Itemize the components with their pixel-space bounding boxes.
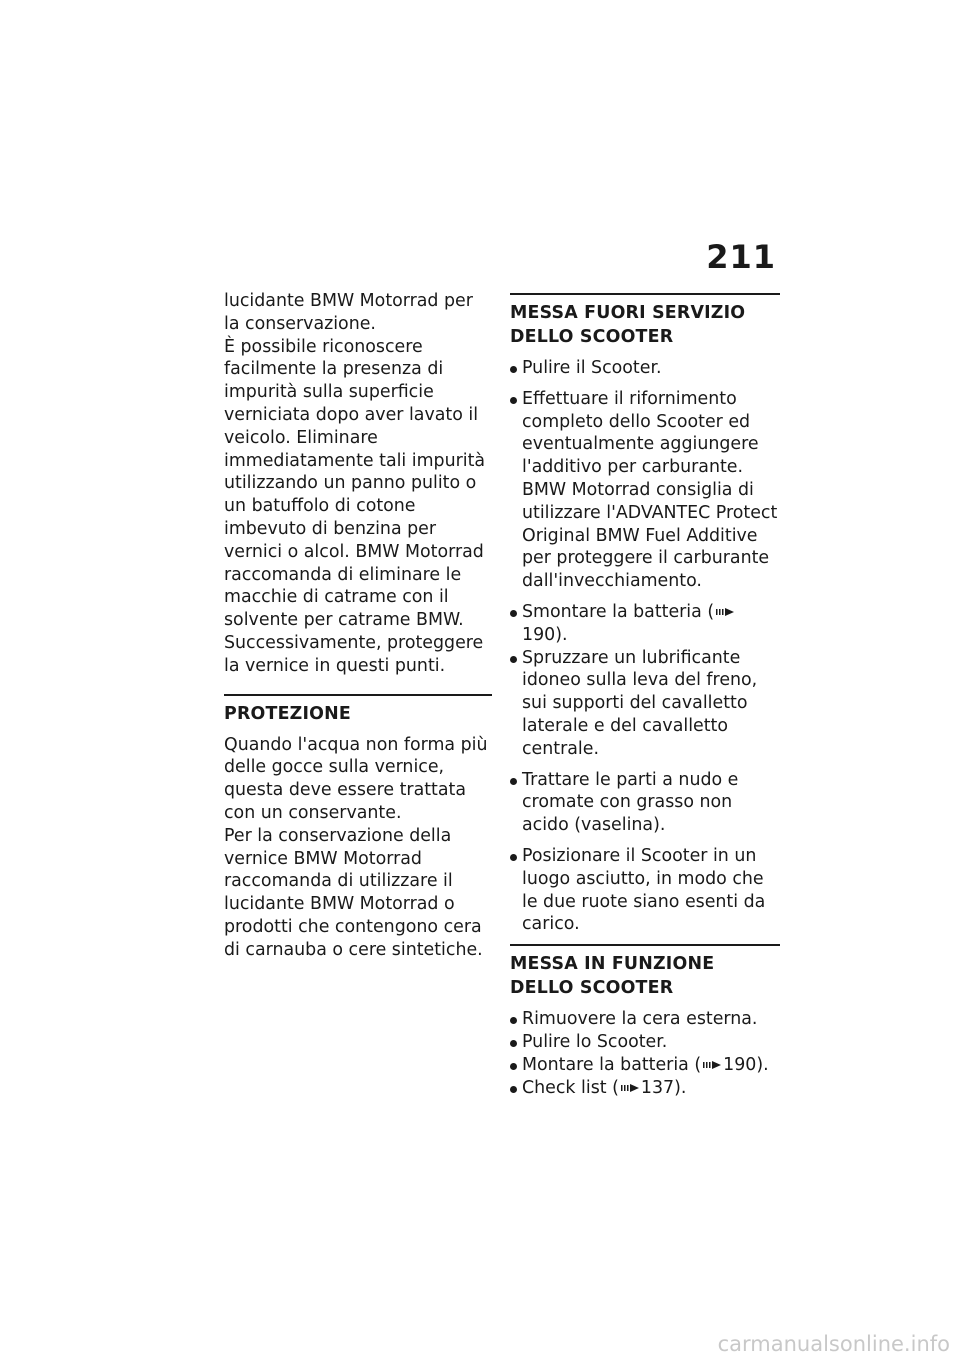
section-title-messa-in-funzione: MESSA IN FUNZIONE DELLO SCOOTER	[510, 954, 715, 999]
list-item: Pulire lo Scooter.	[510, 1031, 780, 1054]
list-item: Pulire il Scooter.	[510, 357, 780, 380]
list-item-text: Smontare la batteria (	[522, 601, 715, 622]
list-item: Spruzzare un lubrificante idoneo sulla leva del freno, sui supporti del cavalletto laterale e del cavalletto centrale.	[510, 647, 780, 761]
protezione-paragraph-2: Per la conservazione della vernice BMW Motorrad raccomanda di utilizzare il lucidante BMW Motorrad o prodotti che contengono cera di carnauba o cere sintetiche.	[224, 825, 483, 960]
page-reference[interactable]: 190	[723, 1054, 757, 1075]
list-item: Rimuovere la cera esterna.	[510, 1008, 780, 1031]
list-item-text: Check list (	[522, 1077, 619, 1098]
intro-paragraph-2: È possibile riconoscere facilmente la presenza di impurità sulla superficie verniciata dopo aver lavato il veicolo. Eliminare immediatamente tali impurità utilizzando un panno pulito o un batuffolo di cotone imbevuto di benzina per vernici o alcol. BMW Motorrad raccomanda di eliminare le macchie di catrame con il solvente per catrame BMW. Successivamente, proteggere la vernice in questi punti.	[224, 336, 486, 676]
left-column	[224, 290, 492, 962]
list-item	[510, 601, 780, 647]
list-item-suffix: ).	[674, 1077, 687, 1098]
list-item-suffix: ).	[555, 624, 568, 645]
page-reference[interactable]: 190	[522, 624, 556, 645]
list-item-text: Montare la batteria (	[522, 1054, 702, 1075]
list-item: Trattare le parti a nudo e cromate con grasso non acido (vaselina).	[510, 769, 780, 837]
section-title-messa-fuori-servizio: MESSA FUORI SERVIZIO DELLO SCOOTER	[510, 303, 746, 347]
right-column	[510, 293, 780, 1099]
watermark: carmanualsonline.info	[717, 1332, 950, 1356]
page-number: 211	[706, 238, 776, 276]
messa-in-funzione-section	[510, 944, 780, 1099]
intro-paragraph-1: lucidante BMW Motorrad per la conservazione.	[224, 291, 473, 334]
list-item	[510, 1077, 780, 1100]
page-reference[interactable]: 137	[640, 1077, 675, 1098]
list-item: Posizionare il Scooter in un luogo asciutto, in modo che le due ruote siano esenti da carico.	[510, 845, 780, 936]
list-item-suffix: ).	[756, 1054, 769, 1075]
list-item	[510, 1054, 780, 1077]
reference-arrow-icon	[716, 606, 734, 618]
list-item: Effettuare il rifornimento completo dello Scooter ed eventualmente aggiungere l'additivo per carburante. BMW Motorrad consiglia di utilizzare l'ADVANTEC Protect Original BMW Fuel Additive per proteggere il carburante dall'invecchiamento.	[510, 388, 780, 593]
section-title-protezione: PROTEZIONE	[224, 703, 351, 724]
reference-arrow-icon	[621, 1082, 639, 1094]
protezione-section	[224, 694, 492, 962]
reference-arrow-icon	[703, 1059, 721, 1071]
protezione-paragraph-1: Quando l'acqua non forma più delle gocce sulla vernice, questa deve essere trattata con un conservante.	[224, 734, 488, 823]
messa-fuori-servizio-section	[510, 293, 780, 936]
